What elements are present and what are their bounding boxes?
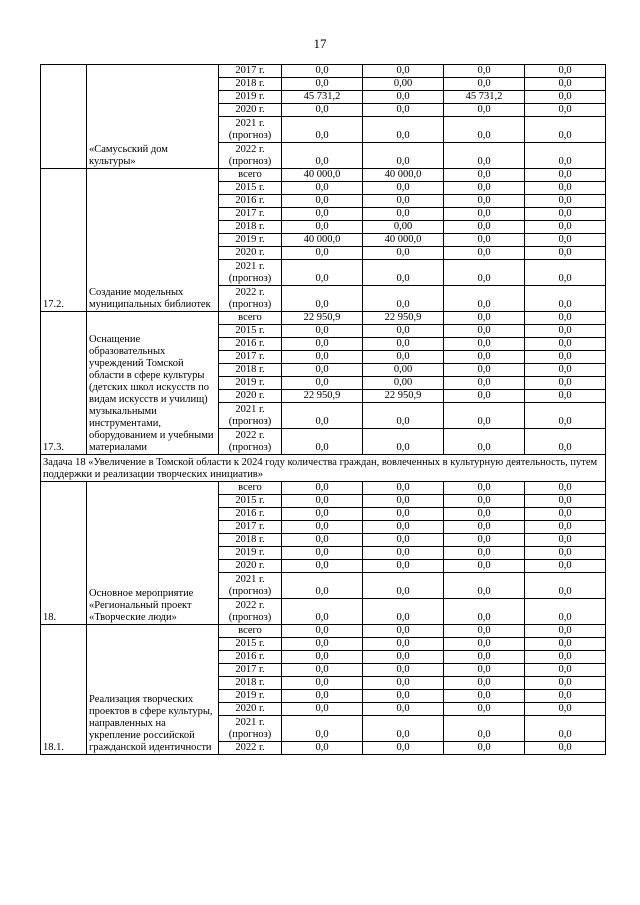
value-cell: 0,0 [282,534,363,547]
value-cell: 0,0 [444,65,525,78]
value-cell: 0,0 [363,534,444,547]
table-row [41,65,606,78]
value-cell: 0,0 [525,260,606,286]
year-cell: 2019 г. [219,377,282,390]
value-cell: 0,0 [363,247,444,260]
value-cell: 0,0 [282,247,363,260]
value-cell: 0,0 [525,143,606,169]
value-cell: 0,0 [282,560,363,573]
value-cell: 0,0 [525,403,606,429]
value-cell: 0,0 [282,651,363,664]
year-cell: 2022 г. (прогноз) [219,599,282,625]
value-cell: 0,0 [444,599,525,625]
value-cell: 0,0 [282,599,363,625]
value-cell: 0,0 [444,547,525,560]
value-cell: 0,0 [363,742,444,755]
value-cell: 45 731,2 [444,91,525,104]
value-cell: 0,0 [282,182,363,195]
value-cell: 0,0 [444,117,525,143]
value-cell: 0,0 [282,573,363,599]
value-cell: 0,0 [363,195,444,208]
value-cell: 0,0 [444,286,525,312]
value-cell: 0,0 [444,234,525,247]
year-cell: 2021 г. (прогноз) [219,716,282,742]
value-cell: 0,0 [444,521,525,534]
year-cell: 2022 г. (прогноз) [219,286,282,312]
year-cell: 2017 г. [219,65,282,78]
value-cell: 0,0 [282,508,363,521]
value-cell: 0,0 [525,208,606,221]
value-cell: 0,0 [525,534,606,547]
value-cell: 0,0 [444,260,525,286]
value-cell: 0,0 [525,742,606,755]
value-cell: 0,0 [444,403,525,429]
value-cell: 0,0 [525,703,606,716]
year-cell: 2022 г. [219,742,282,755]
value-cell: 0,0 [282,65,363,78]
table-row [41,169,606,182]
value-cell: 0,0 [282,495,363,508]
value-cell: 0,0 [525,325,606,338]
value-cell: 0,0 [525,91,606,104]
year-cell: 2021 г. (прогноз) [219,260,282,286]
year-cell: 2017 г. [219,521,282,534]
value-cell: 0,0 [282,742,363,755]
value-cell: 40 000,0 [363,169,444,182]
value-cell: 0,0 [282,195,363,208]
value-cell: 0,0 [444,534,525,547]
value-cell: 0,0 [525,351,606,364]
value-cell: 0,0 [444,325,525,338]
value-cell: 0,0 [444,390,525,403]
value-cell: 0,0 [525,560,606,573]
year-cell: 2022 г. (прогноз) [219,143,282,169]
value-cell: 0,0 [444,690,525,703]
value-cell: 0,0 [363,208,444,221]
item-number: 18. [41,482,87,625]
year-cell: 2015 г. [219,325,282,338]
year-cell: 2016 г. [219,195,282,208]
value-cell: 0,0 [444,742,525,755]
value-cell: 0,0 [282,403,363,429]
item-name: Реализация творческих проектов в сфере культуры, направленных на укрепление российской гражданской идентичности [87,625,219,755]
value-cell: 0,0 [363,560,444,573]
value-cell: 0,0 [525,716,606,742]
item-name: Создание модельных муниципальных библиотек [87,169,219,312]
value-cell: 0,0 [282,351,363,364]
value-cell: 0,0 [363,508,444,521]
value-cell: 0,0 [363,143,444,169]
item-number [41,65,87,169]
table-row [41,312,606,325]
value-cell: 0,0 [525,117,606,143]
value-cell: 0,0 [282,286,363,312]
value-cell: 0,0 [363,690,444,703]
value-cell: 0,0 [363,651,444,664]
year-cell: всего [219,625,282,638]
year-cell: 2020 г. [219,703,282,716]
value-cell: 0,0 [363,182,444,195]
value-cell: 0,0 [444,638,525,651]
value-cell: 0,0 [525,625,606,638]
value-cell: 0,0 [525,482,606,495]
table-row [41,482,606,495]
item-name: Основное мероприятие «Региональный проект «Творческие люди» [87,482,219,625]
year-cell: 2022 г. (прогноз) [219,429,282,455]
value-cell: 0,0 [444,560,525,573]
value-cell: 0,0 [444,208,525,221]
value-cell: 0,0 [363,104,444,117]
value-cell: 0,0 [282,338,363,351]
value-cell: 0,0 [444,338,525,351]
value-cell: 0,0 [525,247,606,260]
value-cell: 40 000,0 [282,169,363,182]
value-cell: 0,0 [282,716,363,742]
value-cell: 0,0 [444,573,525,599]
value-cell: 0,0 [525,664,606,677]
value-cell: 0,0 [525,364,606,377]
value-cell: 0,0 [525,221,606,234]
year-cell: 2019 г. [219,690,282,703]
value-cell: 0,0 [363,703,444,716]
value-cell: 0,0 [444,651,525,664]
value-cell: 0,0 [363,260,444,286]
value-cell: 0,0 [525,377,606,390]
value-cell: 0,0 [525,65,606,78]
year-cell: 2021 г. (прогноз) [219,573,282,599]
value-cell: 0,0 [282,260,363,286]
year-cell: 2015 г. [219,495,282,508]
budget-table [40,64,606,755]
value-cell: 0,0 [525,508,606,521]
value-cell: 0,0 [525,521,606,534]
value-cell: 0,0 [444,78,525,91]
value-cell: 0,0 [444,195,525,208]
value-cell: 0,0 [282,664,363,677]
value-cell: 0,0 [282,104,363,117]
value-cell: 0,0 [282,429,363,455]
value-cell: 0,0 [525,651,606,664]
value-cell: 0,0 [525,234,606,247]
item-number: 18.1. [41,625,87,755]
value-cell: 0,0 [282,78,363,91]
year-cell: всего [219,482,282,495]
item-name: Оснащение образовательных учреждений Томской области в сфере культуры (детских школ искусств по видам искусств и училищ) музыкальными инструментами, оборудованием и учебными материалами [87,312,219,455]
value-cell: 0,0 [282,625,363,638]
value-cell: 0,0 [282,364,363,377]
value-cell: 0,00 [363,78,444,91]
value-cell: 0,0 [363,677,444,690]
year-cell: 2015 г. [219,182,282,195]
value-cell: 0,0 [363,91,444,104]
value-cell: 0,0 [363,521,444,534]
value-cell: 0,0 [282,703,363,716]
value-cell: 0,00 [363,377,444,390]
year-cell: 2020 г. [219,560,282,573]
value-cell: 22 950,9 [363,390,444,403]
item-number: 17.3. [41,312,87,455]
value-cell: 0,0 [525,104,606,117]
value-cell: 0,0 [444,508,525,521]
value-cell: 22 950,9 [282,312,363,325]
value-cell: 0,0 [444,429,525,455]
value-cell: 0,0 [363,638,444,651]
value-cell: 0,0 [363,716,444,742]
value-cell: 0,0 [282,482,363,495]
value-cell: 0,0 [444,247,525,260]
value-cell: 0,0 [282,117,363,143]
value-cell: 0,0 [444,377,525,390]
value-cell: 0,0 [525,599,606,625]
value-cell: 0,0 [525,573,606,599]
value-cell: 0,0 [363,286,444,312]
year-cell: всего [219,312,282,325]
year-cell: 2018 г. [219,364,282,377]
value-cell: 0,0 [525,495,606,508]
year-cell: 2020 г. [219,390,282,403]
year-cell: 2016 г. [219,651,282,664]
value-cell: 0,0 [282,221,363,234]
value-cell: 0,0 [444,495,525,508]
value-cell: 0,00 [363,221,444,234]
year-cell: 2020 г. [219,247,282,260]
year-cell: всего [219,169,282,182]
item-number: 17.2. [41,169,87,312]
value-cell: 0,0 [282,547,363,560]
value-cell: 22 950,9 [282,390,363,403]
value-cell: 0,0 [525,338,606,351]
value-cell: 0,0 [363,338,444,351]
value-cell: 45 731,2 [282,91,363,104]
value-cell: 0,0 [525,182,606,195]
year-cell: 2019 г. [219,234,282,247]
value-cell: 0,0 [282,638,363,651]
value-cell: 0,0 [363,664,444,677]
value-cell: 0,0 [444,221,525,234]
value-cell: 0,0 [363,625,444,638]
table-row [41,625,606,638]
value-cell: 22 950,9 [363,312,444,325]
value-cell: 0,0 [444,482,525,495]
value-cell: 0,0 [444,716,525,742]
value-cell: 0,0 [363,351,444,364]
item-name: «Самусьский дом культуры» [87,65,219,169]
year-cell: 2020 г. [219,104,282,117]
value-cell: 0,0 [525,390,606,403]
value-cell: 0,0 [525,690,606,703]
value-cell: 0,0 [444,703,525,716]
value-cell: 0,0 [363,65,444,78]
year-cell: 2018 г. [219,221,282,234]
year-cell: 2015 г. [219,638,282,651]
value-cell: 0,0 [444,364,525,377]
year-cell: 2018 г. [219,78,282,91]
task-text: Задача 18 «Увеличение в Томской области к 2024 году количества граждан, вовлеченных в культурную деятельность, путем поддержки и реализации творческих инициатив» [41,455,606,482]
year-cell: 2019 г. [219,547,282,560]
value-cell: 0,0 [282,377,363,390]
value-cell: 0,0 [444,664,525,677]
value-cell: 0,0 [525,312,606,325]
value-cell: 0,0 [444,104,525,117]
year-cell: 2017 г. [219,208,282,221]
value-cell: 0,0 [363,573,444,599]
year-cell: 2021 г. (прогноз) [219,403,282,429]
year-cell: 2018 г. [219,677,282,690]
value-cell: 0,0 [525,638,606,651]
value-cell: 0,00 [363,364,444,377]
year-cell: 2017 г. [219,351,282,364]
value-cell: 0,0 [525,286,606,312]
value-cell: 0,0 [444,351,525,364]
value-cell: 0,0 [282,143,363,169]
value-cell: 0,0 [282,521,363,534]
task-row [41,455,606,482]
value-cell: 0,0 [363,429,444,455]
value-cell: 0,0 [363,325,444,338]
year-cell: 2016 г. [219,338,282,351]
value-cell: 0,0 [363,117,444,143]
value-cell: 0,0 [363,403,444,429]
value-cell: 0,0 [525,78,606,91]
value-cell: 0,0 [444,143,525,169]
value-cell: 0,0 [444,677,525,690]
value-cell: 0,0 [282,325,363,338]
value-cell: 40 000,0 [282,234,363,247]
value-cell: 0,0 [444,182,525,195]
year-cell: 2019 г. [219,91,282,104]
value-cell: 0,0 [525,429,606,455]
value-cell: 0,0 [444,312,525,325]
value-cell: 0,0 [282,208,363,221]
value-cell: 0,0 [525,547,606,560]
value-cell: 0,0 [363,599,444,625]
year-cell: 2018 г. [219,534,282,547]
value-cell: 0,0 [363,495,444,508]
year-cell: 2017 г. [219,664,282,677]
value-cell: 0,0 [444,169,525,182]
value-cell: 0,0 [525,677,606,690]
value-cell: 0,0 [525,169,606,182]
value-cell: 0,0 [444,625,525,638]
value-cell: 40 000,0 [363,234,444,247]
value-cell: 0,0 [363,482,444,495]
value-cell: 0,0 [282,690,363,703]
year-cell: 2021 г. (прогноз) [219,117,282,143]
year-cell: 2016 г. [219,508,282,521]
value-cell: 0,0 [525,195,606,208]
value-cell: 0,0 [363,547,444,560]
value-cell: 0,0 [282,677,363,690]
page-number: 17 [313,36,327,51]
